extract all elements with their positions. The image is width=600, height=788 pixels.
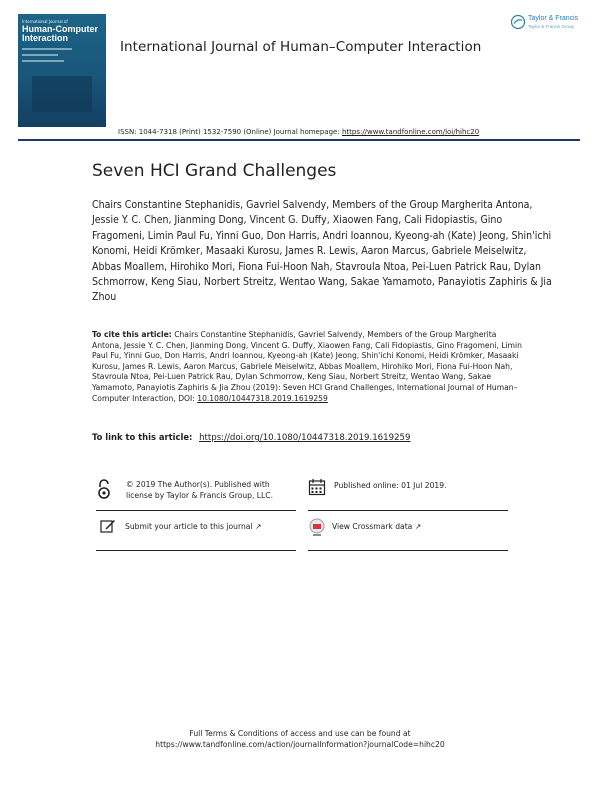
publisher-logo	[510, 14, 590, 36]
citation-text: Chairs Constantine Stephanidis, Gavriel Salvendy, Members of the Group Margherita Antona, Jessie Y. C. Chen, Jianming Dong, Vincent G. Duffy, Xiaowen Fang, Cali Fidopiastis, Gino Fragomeni, Limin Paul Fu, Yinni Guo, Don Harris, Andri Ioannou, Kyeong-ah (Kate) Jeong, Shin'ichi Konomi, Heidi Krömker, Masaaki Kurosu, James R. Lewis, Aaron Marcus, Gabriele Meiselwitz, Abbas Moallem, Hirohiko Mori, Fiona Fui-Hoon Nah, Stavroula Ntoa, Pei-Luen Patrick Rau, Dylan Schmorrow, Keng Siau, Norbert Streitz, Wentao Wang, Sakae Yamamoto, Panayiotis Zaphiris & Jia Zhou (2019): Seven HCI Grand Challenges, International Journal of Human–Computer Interaction, DOI:	[92, 330, 522, 403]
license-text: © 2019 The Author(s). Published with license by Taylor & Francis Group, LLC.	[126, 480, 273, 500]
open-access-icon	[96, 478, 112, 500]
divider	[96, 550, 296, 551]
footer-terms-text: Full Terms & Conditions of access and use can be found at	[189, 729, 411, 738]
citation-block	[92, 330, 524, 404]
journal-cover	[18, 14, 106, 127]
divider	[308, 550, 508, 551]
citation-doi-link[interactable]: 10.1080/10447318.2019.1619259	[197, 393, 328, 403]
cover-top-text: International Journal of	[22, 19, 68, 24]
submit-article-link[interactable]	[125, 522, 295, 533]
citation-label: To cite this article:	[92, 330, 172, 339]
published-text: Published online: 01 Jul 2019.	[334, 481, 447, 490]
divider	[96, 510, 296, 511]
cover-title: Human-Computer Interaction	[22, 24, 98, 43]
footer-terms-link[interactable]: https://www.tandfonline.com/action/journalInformation?journalCode=hihc20	[155, 739, 445, 749]
publisher-name: Taylor & Francis	[528, 15, 579, 22]
article-link-label: To link to this article:	[92, 432, 193, 442]
crossmark-link[interactable]	[332, 522, 502, 533]
article-doi-link[interactable]: https://doi.org/10.1080/10447318.2019.1619259	[199, 433, 411, 443]
cover-decor-bar	[22, 60, 64, 62]
article-title: Seven HCI Grand Challenges	[92, 161, 337, 181]
submit-article-box[interactable]	[100, 518, 296, 538]
issn-text: ISSN: 1044-7318 (Print) 1532-7590 (Online) Journal homepage:	[118, 128, 340, 136]
external-link-icon: ↗	[414, 522, 422, 531]
cover-decor-bar	[22, 54, 58, 56]
issn-line	[118, 128, 479, 136]
external-link-icon: ↗	[254, 522, 262, 531]
calendar-icon	[308, 478, 326, 496]
crossmark-text: View Crossmark data	[332, 522, 413, 531]
cover-image-block	[32, 76, 92, 112]
license-box	[96, 478, 296, 508]
publisher-logo-icon	[510, 14, 526, 30]
author-list: Chairs Constantine Stephanidis, Gavriel Salvendy, Members of the Group Margherita Antona, Jessie Y. C. Chen, Jianming Dong, Vincent G. Duffy, Xiaowen Fang, Cali Fidopiastis, Gino Fragomeni, Limin Paul Fu, Yinni Guo, Don Harris, Andri Ioannou, Kyeong-ah (Kate) Jeong, Shin'ichi Konomi, Heidi Krömker, Masaaki Kurosu, James R. Lewis, Aaron Marcus, Gabriele Meiselwitz, Abbas Moallem, Hirohiko Mori, Fiona Fui-Hoon Nah, Stavroula Ntoa, Pei-Luen Patrick Rau, Dylan Schmorrow, Keng Siau, Norbert Streitz, Wentao Wang, Sakae Yamamoto, Panayiotis Zaphiris & Jia Zhou	[92, 199, 552, 304]
journal-homepage-link[interactable]: https://www.tandfonline.com/loi/hihc20	[341, 128, 480, 136]
article-link-line	[92, 432, 410, 443]
published-box	[308, 478, 508, 498]
crossmark-box[interactable]	[308, 518, 508, 542]
header-rule	[18, 139, 580, 141]
footer	[0, 729, 600, 750]
submit-article-text: Submit your article to this journal	[125, 522, 253, 531]
crossmark-icon	[308, 518, 326, 538]
divider	[308, 510, 508, 511]
edit-icon	[100, 518, 116, 534]
cover-decor-bar	[22, 48, 72, 50]
publisher-subname: Taylor & Francis Group	[528, 24, 575, 29]
journal-title: International Journal of Human–Computer Interaction	[120, 39, 482, 55]
